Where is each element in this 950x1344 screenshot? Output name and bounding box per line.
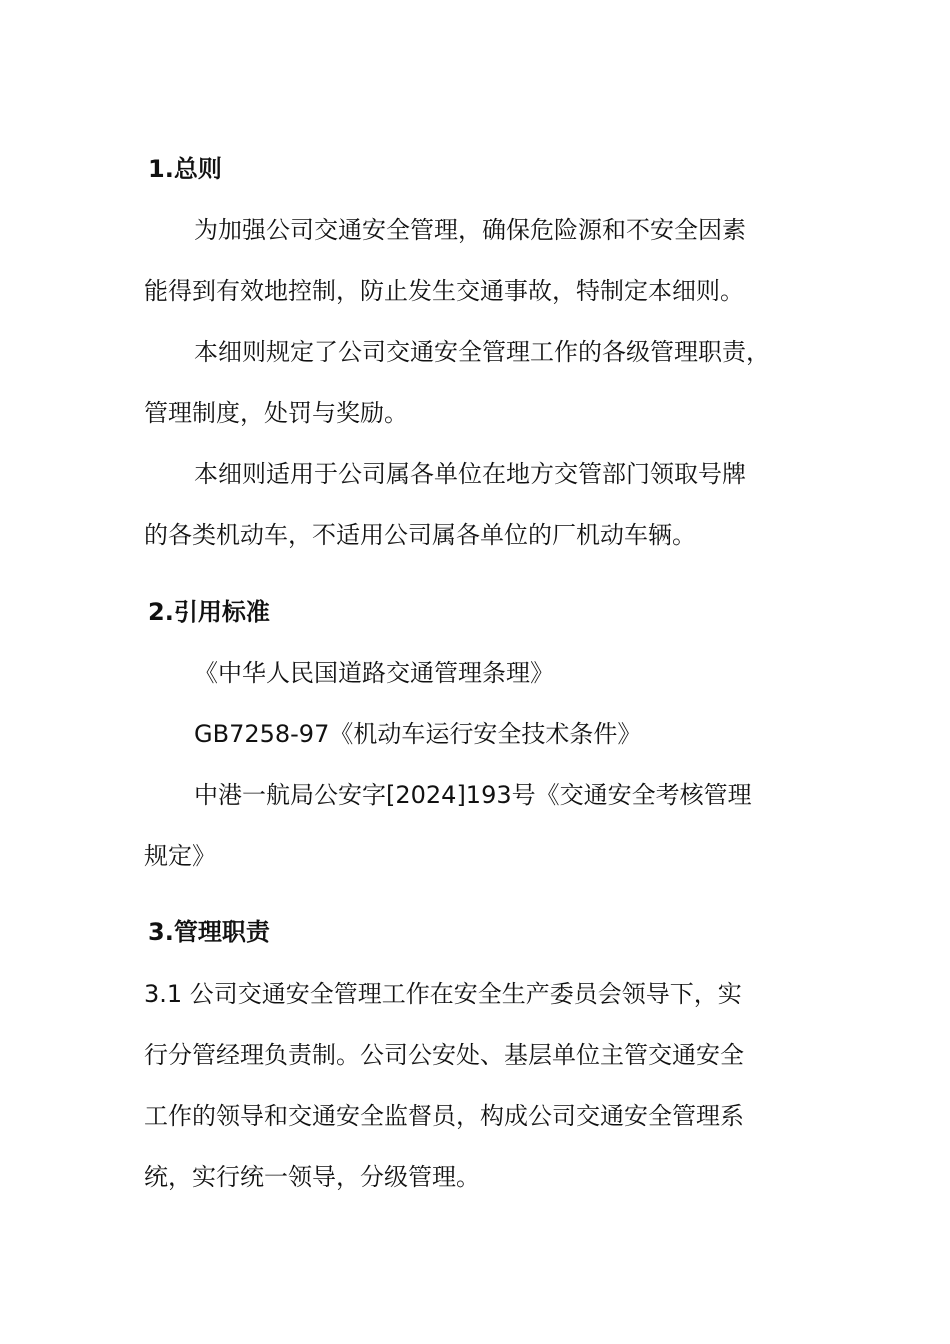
paragraph-line: 本细则适用于公司属各单位在地方交管部门领取号牌 — [194, 460, 746, 488]
paragraph-line: 为加强公司交通安全管理，确保危险源和不安全因素 — [194, 216, 746, 244]
paragraph-line: 行分管经理负责制。公司公安处、基层单位主管交通安全 — [144, 1041, 744, 1069]
reference-item: 中港一航局公安字[2024]193号《交通安全考核管理 — [194, 781, 752, 809]
paragraph-line: 3.1 公司交通安全管理工作在安全生产委员会领导下，实 — [144, 980, 742, 1008]
reference-item: GB7258-97《机动车运行安全技术条件》 — [194, 720, 642, 748]
paragraph-line: 管理制度，处罚与奖励。 — [144, 399, 408, 427]
paragraph-line: 工作的领导和交通安全监督员，构成公司交通安全管理系 — [144, 1102, 744, 1130]
paragraph-line: 能得到有效地控制，防止发生交通事故，特制定本细则。 — [144, 277, 744, 305]
paragraph-line: 本细则规定了公司交通安全管理工作的各级管理职责， — [194, 338, 770, 366]
paragraph-line: 统，实行统一领导，分级管理。 — [144, 1163, 480, 1191]
section-heading-general: 1.总则 — [148, 155, 222, 183]
paragraph-line: 的各类机动车，不适用公司属各单位的厂机动车辆。 — [144, 521, 696, 549]
reference-item-continued: 规定》 — [144, 842, 216, 870]
section-heading-responsibilities: 3.管理职责 — [148, 918, 270, 946]
section-heading-references: 2.引用标准 — [148, 598, 270, 626]
reference-item: 《中华人民国道路交通管理条理》 — [194, 659, 554, 687]
